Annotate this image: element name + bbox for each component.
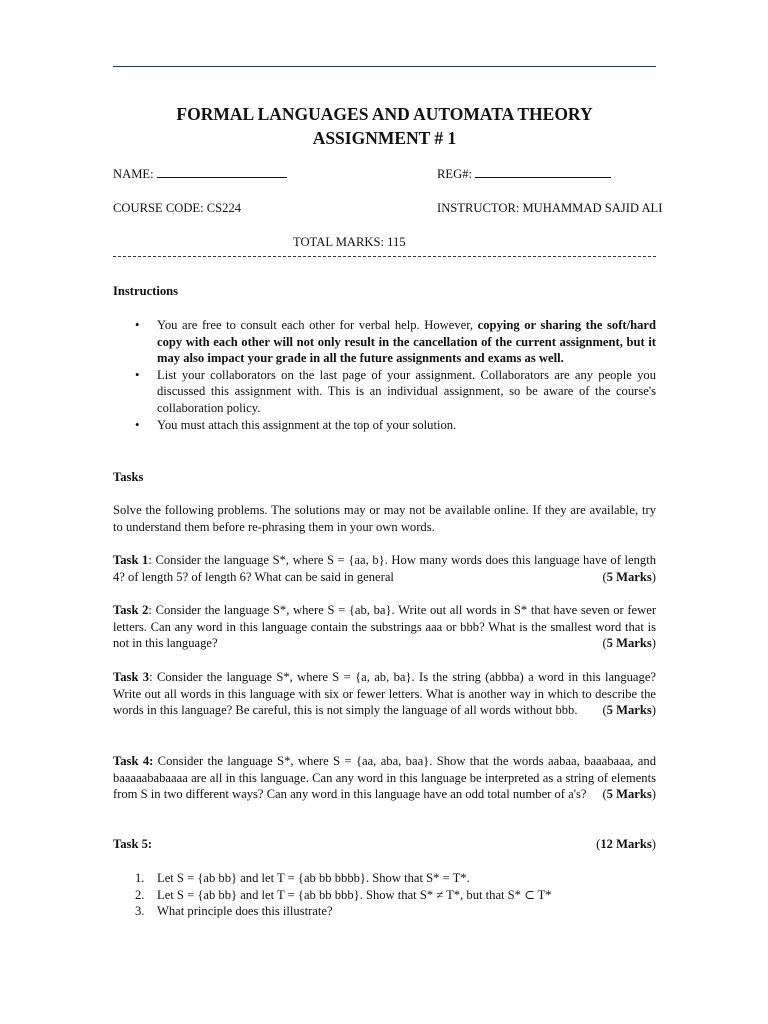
task-1-label: Task 1 [113,553,149,567]
item-text: Let S = {ab bb} and let T = {ab bb bbb}. Show that S* ≠ T*, but that S* ⊂ T* [157,887,552,902]
task-5-subitems [113,870,656,920]
task-3-marks: (5 Marks) [602,703,656,718]
tasks-heading: Tasks [113,470,144,484]
task-5-item [135,887,656,904]
task-4-text: Consider the language S*, where S = {aa, aba, baa}. Show that the words aabaa, baaabaaa, and baaaaababaaaa are all in this language. Can any word in this language be interpreted as a string of elements from S in two different ways? Can any word in this language have an odd total number of a's? [113,754,656,802]
total-marks-row [113,233,656,251]
task-5-item [135,870,656,887]
task-5-marks: (12 Marks) [596,837,656,851]
name-field [113,165,287,183]
tasks-intro: Solve the following problems. The solutions may or may not be available online. If they are available, try to understand them before re-phrasing them in your own words. [113,503,656,534]
item-text: What principle does this illustrate? [157,904,333,919]
instruction-warning: copying or sharing the soft/hard copy with each other will not only result in the cancellation of the current assignment, but it may also impact your grade in all the future assignments and exams as well. [157,318,656,366]
course-instructor-row [113,199,663,217]
instruction-text: You are free to consult each other for verbal help. However, [157,318,478,332]
task-5-label: Task 5: [113,837,153,851]
task-1-marks: (5 Marks) [602,569,656,584]
item-number: 2. [135,887,145,902]
task-5 [113,836,656,853]
name-reg-row [113,165,656,183]
instruction-item [135,317,656,367]
task-2 [113,602,656,652]
instruction-item [135,367,656,417]
task-4 [113,753,656,803]
item-text: Let S = {ab bb} and let T = {ab bb bbbb}. Show that S* = T*. [157,871,470,885]
instructor: INSTRUCTOR: MUHAMMAD SAJID ALI [437,201,663,215]
assignment-number: ASSIGNMENT # 1 [312,128,457,148]
name-label: NAME: [113,167,154,181]
reg-label: REG#: [437,167,472,181]
reg-field [437,165,611,183]
task-2-label: Task 2 [113,603,149,617]
top-rule [113,66,656,67]
task-1-text: : Consider the language S*, where S = {aa, b}. How many words does this language have of length 4? of length 5? of length 6? What can be said in general [113,553,657,584]
task-4-marks: (5 Marks) [602,787,656,802]
task-3-text: : Consider the language S*, where S = {a, ab, ba}. Is the string (abbba) a word in this language? Write out all words in this language with six or fewer letters. What is another way in which to describe the words in this language? Be careful, this is not simply the language of all words without bbb. [113,670,656,718]
task-3-label: Task 3 [113,670,150,684]
task-4-label: Task 4: [113,754,154,768]
instructions-list [113,317,656,433]
document-title: FORMAL LANGUAGES AND AUTOMATA THEORY [176,104,593,124]
task-3 [113,669,656,719]
instruction-text: You must attach this assignment at the top of your solution. [157,417,457,432]
bullet-icon: • [135,417,140,432]
instruction-text: List your collaborators on the last page of your assignment. Collaborators are any people you discussed this assignment with. This is an individual assignment, so be aware of the course's collaboration policy. [157,367,656,415]
total-marks: TOTAL MARKS: 115 [293,235,406,249]
reg-blank [475,165,611,178]
dashed-separator [113,256,656,257]
bullet-icon: • [135,318,140,332]
instruction-item [135,417,656,434]
task-2-text: : Consider the language S*, where S = {ab, ba}. Write out all words in S* that have seven or fewer letters. Can any word in this language contain the substrings aaa or bbb? What is the smallest word that is not in this language? [113,603,657,651]
instructions-heading: Instructions [113,284,179,298]
bullet-icon: • [135,367,140,382]
task-2-marks: (5 Marks) [602,636,656,651]
course-code: COURSE CODE: CS224 [113,201,242,215]
task-5-item [135,903,656,920]
name-blank [157,165,287,178]
task-1 [113,552,656,585]
item-number: 3. [135,904,145,919]
item-number: 1. [135,871,145,885]
